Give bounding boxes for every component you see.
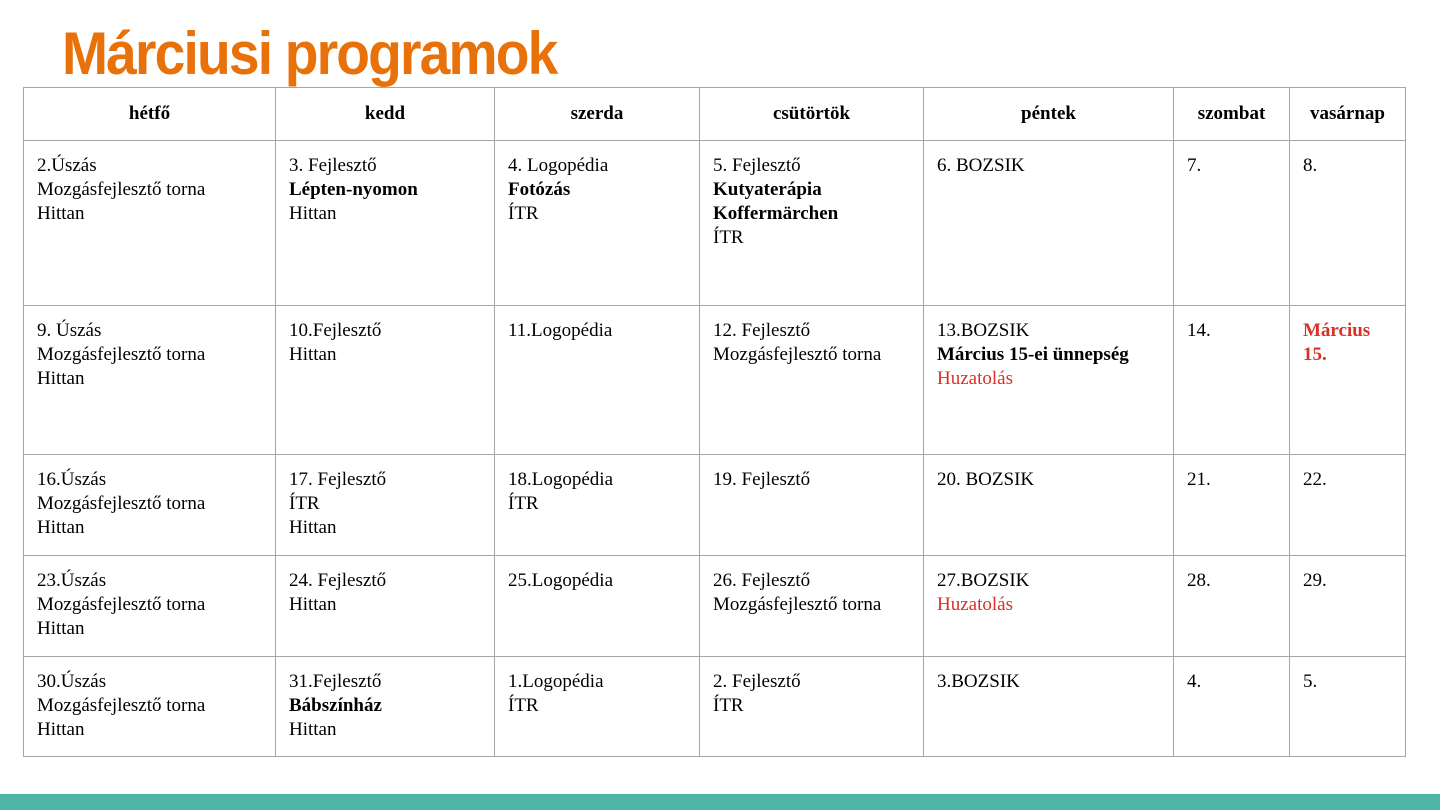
day-cell (1290, 657, 1406, 757)
day-cell (700, 556, 924, 657)
program-item: Hittan (37, 719, 85, 740)
day-number: 17. Fejlesztő (289, 469, 387, 490)
day-cell (276, 657, 495, 757)
program-item: ÍTR (289, 493, 320, 514)
day-number: 22. (1303, 469, 1327, 490)
day-number: 29. (1303, 570, 1327, 591)
day-cell (495, 306, 700, 455)
day-number: 28. (1187, 570, 1211, 591)
day-cell (700, 306, 924, 455)
day-cell (1174, 657, 1290, 757)
day-cell (924, 657, 1174, 757)
program-item: Hittan (289, 203, 337, 224)
holiday-label: 15. (1303, 344, 1327, 365)
day-cell (924, 306, 1174, 455)
day-cell (1290, 141, 1406, 306)
day-number: 3. Fejlesztő (289, 155, 377, 176)
program-item: Hittan (37, 517, 85, 538)
program-item: ÍTR (713, 695, 744, 716)
table-row (24, 556, 1406, 657)
day-cell (700, 657, 924, 757)
day-cell (24, 306, 276, 455)
day-cell (24, 556, 276, 657)
day-cell (700, 141, 924, 306)
day-number: 30.Úszás (37, 671, 107, 692)
program-item: ÍTR (508, 493, 539, 514)
day-number: 21. (1187, 469, 1211, 490)
day-number: 6. BOZSIK (937, 155, 1025, 176)
day-cell (1174, 141, 1290, 306)
day-number: 14. (1187, 320, 1211, 341)
day-number: 25.Logopédia (508, 570, 614, 591)
header-csutortok: csütörtök (700, 88, 924, 141)
day-number: 24. Fejlesztő (289, 570, 387, 591)
day-number: 10.Fejlesztő (289, 320, 382, 341)
day-cell (1290, 556, 1406, 657)
day-number: 19. Fejlesztő (713, 469, 811, 490)
day-number: 31.Fejlesztő (289, 671, 382, 692)
day-number: 8. (1303, 155, 1318, 176)
table-row (24, 657, 1406, 757)
program-item: Mozgásfejlesztő torna (713, 594, 882, 615)
day-number: 11.Logopédia (508, 320, 613, 341)
day-cell (924, 455, 1174, 556)
header-pentek: péntek (924, 88, 1174, 141)
program-item-highlight: Március 15-ei ünnepség (937, 344, 1129, 365)
day-cell (495, 455, 700, 556)
day-number: 13.BOZSIK (937, 320, 1030, 341)
day-number: 5. Fejlesztő (713, 155, 801, 176)
day-cell (24, 657, 276, 757)
header-hetfo: hétfő (24, 88, 276, 141)
day-cell (24, 455, 276, 556)
day-number: 2.Úszás (37, 155, 97, 176)
program-item: Hittan (289, 594, 337, 615)
program-item: Mozgásfejlesztő torna (37, 695, 206, 716)
day-cell-holiday (1290, 306, 1406, 455)
footer-accent-bar (0, 794, 1440, 810)
day-number: 2. Fejlesztő (713, 671, 801, 692)
day-cell (1174, 455, 1290, 556)
program-item: ÍTR (508, 695, 539, 716)
day-number: 12. Fejlesztő (713, 320, 811, 341)
program-item-highlight: Koffermärchen (713, 203, 839, 224)
page-title: Márciusi programok (62, 20, 557, 87)
program-item: Hittan (289, 344, 337, 365)
day-cell (924, 556, 1174, 657)
day-number: 23.Úszás (37, 570, 107, 591)
day-number: 26. Fejlesztő (713, 570, 811, 591)
table-row (24, 141, 1406, 306)
program-item: Mozgásfejlesztő torna (37, 344, 206, 365)
program-item: Mozgásfejlesztő torna (37, 594, 206, 615)
program-item: Hittan (289, 719, 337, 740)
day-number: 3.BOZSIK (937, 671, 1020, 692)
day-number: 4. (1187, 671, 1202, 692)
table-row (24, 306, 1406, 455)
calendar-table (23, 87, 1406, 757)
program-item-highlight: Bábszínház (289, 695, 382, 716)
program-item: Hittan (289, 517, 337, 538)
program-item: Mozgásfejlesztő torna (713, 344, 882, 365)
day-number: 5. (1303, 671, 1318, 692)
program-item-red: Huzatolás (937, 368, 1013, 389)
program-item: Hittan (37, 368, 85, 389)
day-number: 27.BOZSIK (937, 570, 1030, 591)
day-number: 4. Logopédia (508, 155, 609, 176)
program-item: Hittan (37, 618, 85, 639)
day-cell (924, 141, 1174, 306)
program-item-highlight: Lépten-nyomon (289, 179, 418, 200)
day-cell (276, 141, 495, 306)
day-cell (276, 306, 495, 455)
day-number: 1.Logopédia (508, 671, 604, 692)
header-szerda: szerda (495, 88, 700, 141)
day-cell (276, 556, 495, 657)
day-cell (1290, 455, 1406, 556)
header-kedd: kedd (276, 88, 495, 141)
program-item: ÍTR (713, 227, 744, 248)
day-cell (495, 556, 700, 657)
header-szombat: szombat (1174, 88, 1290, 141)
day-cell (495, 141, 700, 306)
day-cell (24, 141, 276, 306)
day-cell (276, 455, 495, 556)
program-item: Mozgásfejlesztő torna (37, 493, 206, 514)
table-row (24, 455, 1406, 556)
day-number: 9. Úszás (37, 320, 102, 341)
program-item: Mozgásfejlesztő torna (37, 179, 206, 200)
day-number: 16.Úszás (37, 469, 107, 490)
program-item: ÍTR (508, 203, 539, 224)
day-number: 20. BOZSIK (937, 469, 1035, 490)
header-vasarnap: vasárnap (1290, 88, 1406, 141)
program-item: Hittan (37, 203, 85, 224)
program-item-highlight: Kutyaterápia (713, 179, 822, 200)
day-cell (1174, 556, 1290, 657)
day-cell (700, 455, 924, 556)
day-cell (495, 657, 700, 757)
day-number: 18.Logopédia (508, 469, 614, 490)
holiday-label: Március (1303, 320, 1371, 341)
program-item-red: Huzatolás (937, 594, 1013, 615)
header-row (24, 88, 1406, 141)
day-cell (1174, 306, 1290, 455)
day-number: 7. (1187, 155, 1202, 176)
program-item-highlight: Fotózás (508, 179, 571, 200)
